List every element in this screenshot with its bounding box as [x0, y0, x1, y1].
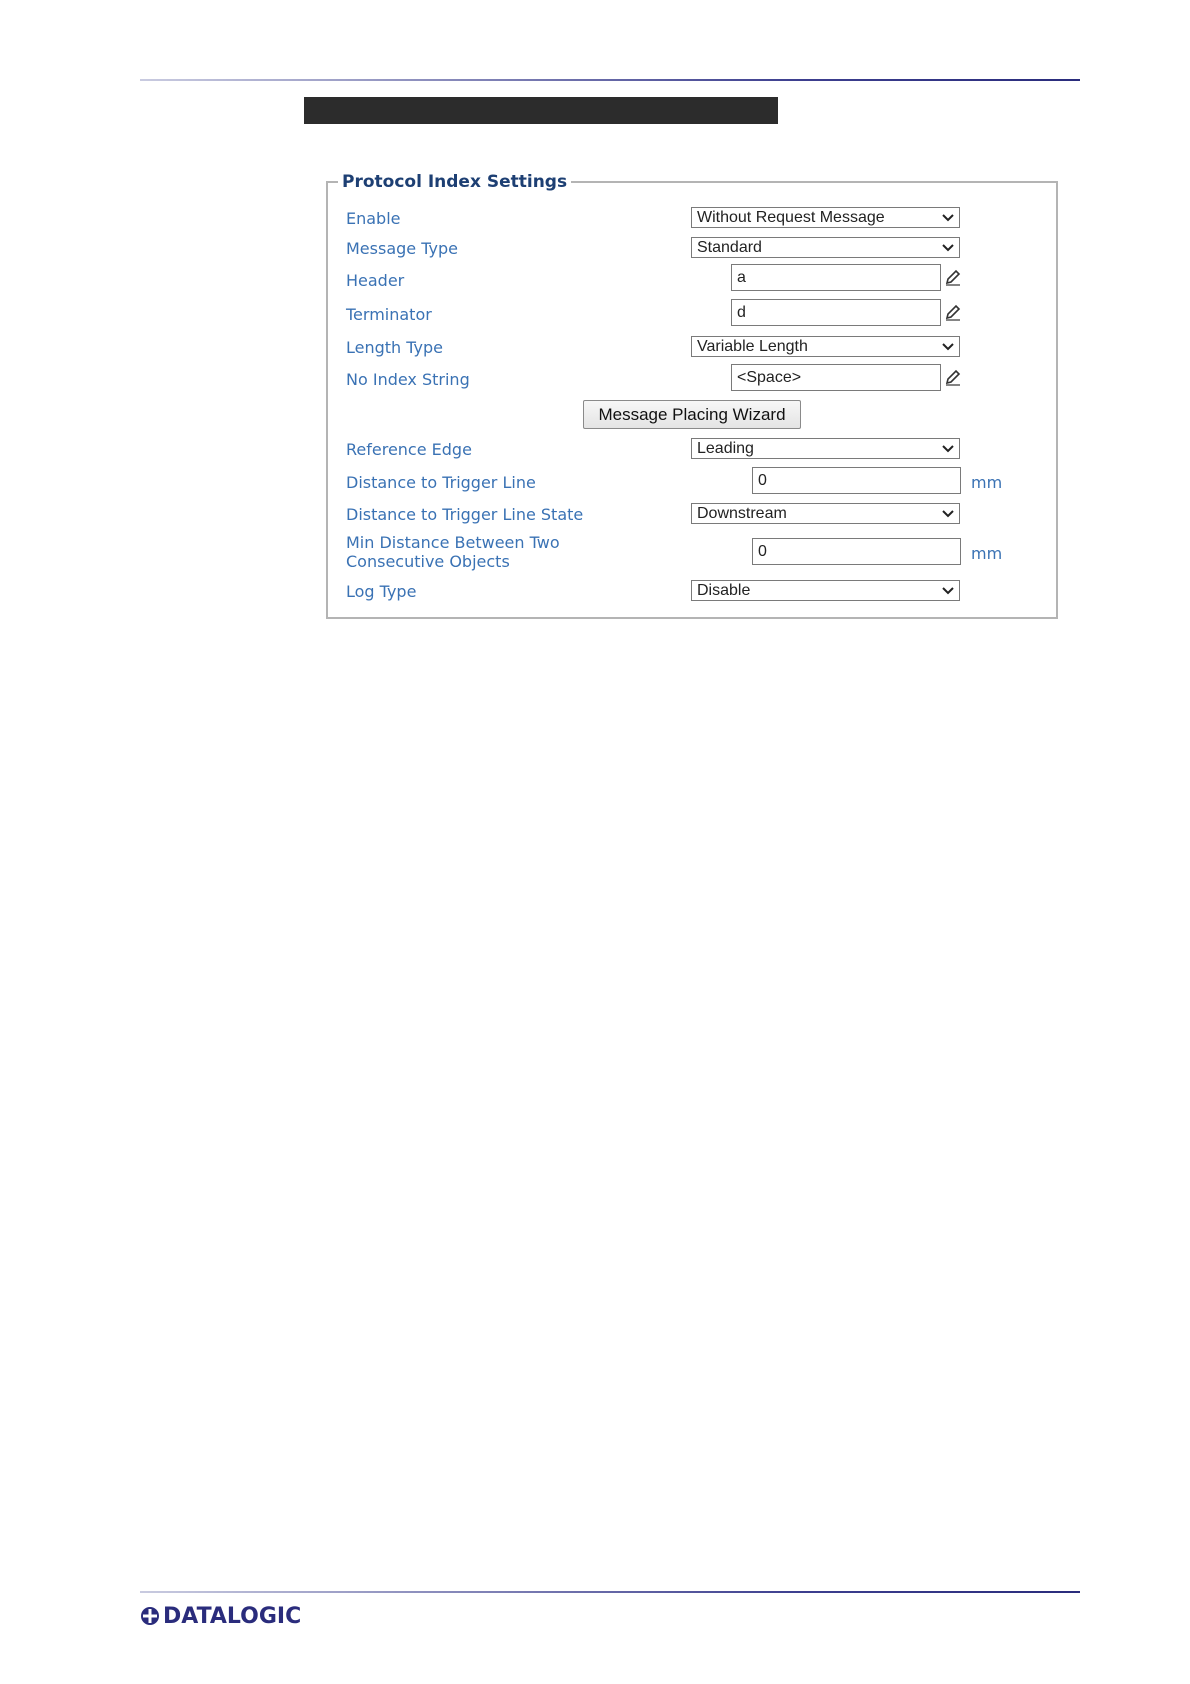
logo-text: DATALOGIC [163, 1603, 302, 1629]
min-distance-label-line1: Min Distance Between Two [346, 533, 560, 552]
distance-trigger-state-select[interactable] [691, 503, 960, 524]
enable-label: Enable [346, 209, 401, 228]
no-index-string-input[interactable]: <Space> [731, 364, 941, 391]
log-type-value: Disable [697, 582, 751, 599]
chevron-down-icon [942, 337, 954, 356]
message-type-select[interactable] [691, 237, 960, 258]
terminator-label: Terminator [346, 305, 432, 324]
chevron-down-icon [942, 208, 954, 227]
datalogic-logo-icon [140, 1606, 160, 1626]
enable-value: Without Request Message [697, 209, 885, 226]
redacted-title-bar [304, 97, 778, 124]
reference-edge-value: Leading [697, 440, 754, 457]
footer-rule [140, 1591, 1080, 1593]
enable-select[interactable] [691, 207, 960, 228]
chevron-down-icon [942, 238, 954, 257]
no-index-string-label: No Index String [346, 370, 470, 389]
header-rule [140, 79, 1080, 81]
distance-trigger-state-label: Distance to Trigger Line State [346, 505, 584, 524]
pencil-edit-icon[interactable] [944, 268, 962, 286]
reference-edge-select[interactable] [691, 438, 960, 459]
terminator-input[interactable]: d [731, 299, 941, 326]
length-type-label: Length Type [346, 338, 444, 357]
pencil-edit-icon[interactable] [944, 303, 962, 321]
length-type-select[interactable] [691, 336, 960, 357]
length-type-value: Variable Length [697, 338, 808, 355]
log-type-select[interactable] [691, 580, 960, 601]
message-placing-wizard-button[interactable]: Message Placing Wizard [583, 400, 801, 429]
min-distance-unit: mm [971, 544, 1003, 563]
log-type-label: Log Type [346, 582, 417, 601]
distance-trigger-unit: mm [971, 473, 1003, 492]
chevron-down-icon [942, 439, 954, 458]
message-type-label: Message Type [346, 239, 458, 258]
header-label: Header [346, 271, 405, 290]
min-distance-input[interactable]: 0 [752, 538, 961, 565]
distance-trigger-label: Distance to Trigger Line [346, 473, 536, 492]
reference-edge-label: Reference Edge [346, 440, 472, 459]
distance-trigger-input[interactable]: 0 [752, 467, 961, 494]
chevron-down-icon [942, 504, 954, 523]
panel-title: Protocol Index Settings [342, 172, 568, 192]
pencil-edit-icon[interactable] [944, 368, 962, 386]
distance-trigger-state-value: Downstream [697, 505, 787, 522]
header-input[interactable]: a [731, 264, 941, 291]
message-type-value: Standard [697, 239, 762, 256]
min-distance-label-line2: Consecutive Objects [346, 552, 510, 571]
chevron-down-icon [942, 581, 954, 600]
datalogic-logo [140, 1604, 301, 1628]
